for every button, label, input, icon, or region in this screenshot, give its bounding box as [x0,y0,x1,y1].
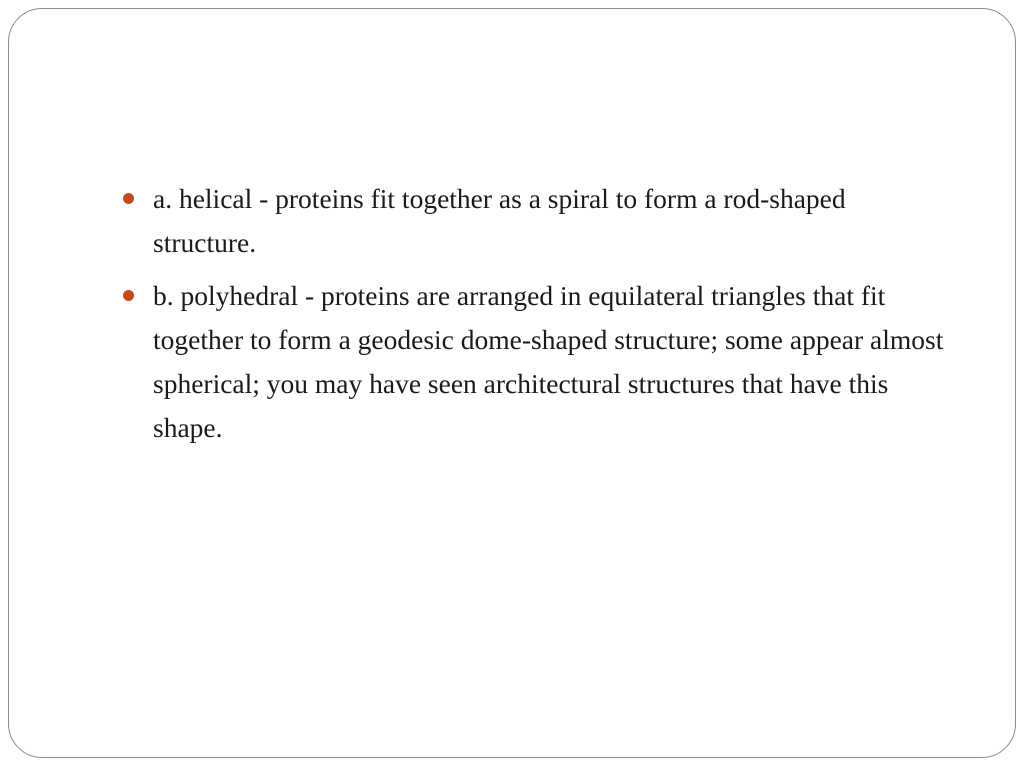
bullet-list [119,177,949,459]
bullet-dot-icon [123,193,134,204]
bullet-text-helical: a. helical - proteins fit together as a spiral to form a rod-shaped structure. [153,183,846,258]
bullet-item-helical [119,177,949,265]
slide-frame [8,8,1016,758]
bullet-dot-icon [123,290,134,301]
bullet-text-polyhedral: b. polyhedral - proteins are arranged in equilateral triangles that fit together to form a geodesic dome-shaped structure; some appear almost spherical; you may have seen architectural structures that have this shape. [153,280,944,443]
bullet-item-polyhedral [119,274,949,450]
